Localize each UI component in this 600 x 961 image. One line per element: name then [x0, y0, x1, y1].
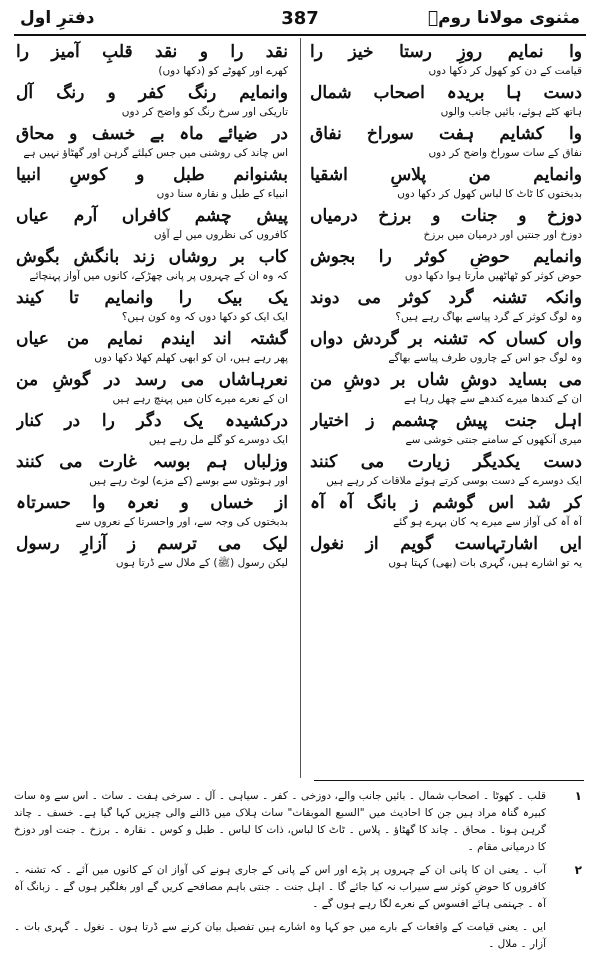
- verse-translation: اس چاند کی روشنی میں جس کیلئے گرہن اور گھٹاؤ نہیں ہے: [23, 147, 288, 159]
- verse-line: می بساید دوشِ شاں بر دوشِ من: [310, 370, 582, 390]
- verse-line: پیش چشم کافراں آرم عیاں: [16, 206, 288, 226]
- verse-line: وانمایم حوضِ کوثر را بجوش: [310, 247, 582, 267]
- verse-translation: قیامت کے دن کو کھول کر دکھا دوں: [428, 65, 582, 77]
- volume-title: دفترِ اول: [20, 8, 95, 28]
- verse-translation: وہ لوگ کوثر کے گرد پیاسے بھاگ رہے ہیں؟: [395, 311, 582, 323]
- verse-line: وانکہ تشنہ گرد کوثر می دوند: [310, 288, 582, 308]
- verse-line: واں کساں کہ تشنہ بر گردش دواں: [310, 329, 582, 349]
- page-header: [14, 6, 586, 36]
- verse-translation: ایک دوسرے کے دست بوسی کرتے ہوئے ملاقات کر رہے ہیں: [326, 475, 582, 487]
- verse-line: ایں اشارتہاست گویم از نغول: [310, 534, 582, 554]
- verse-translation: بدبختوں کا ٹاٹ کا لباس کھول کر دکھا دوں: [397, 188, 582, 200]
- book-title: مثنوی مولانا رومؒ: [427, 8, 580, 28]
- verse-translation: ایک ایک کو دکھا دوں کہ وہ کون ہیں؟: [121, 311, 288, 323]
- verse-translation: کھرے اور کھوٹے کو (دکھا دوں): [158, 65, 288, 77]
- verse-translation: ان کے کندھا میرے کندھے سے چھل رہا ہے: [404, 393, 582, 405]
- verse-translation: ان کے نعرے میرے کان میں پہنچ رہے ہیں: [112, 393, 288, 405]
- footnote: [14, 862, 586, 913]
- verse-translation: پھر رہے ہیں، ان کو ابھی کھلم کھلا دکھا دوں: [94, 352, 288, 364]
- verse-translation: اور ہونٹوں سے بوسے (کے مزے) لوٹ رہے ہیں: [89, 475, 288, 487]
- verse-translation: تاریکی اور سرخ رنگ کو واضح کر دوں: [121, 106, 288, 118]
- verse-line: دوزخ و جنات و برزخ درمیاں: [310, 206, 582, 226]
- verse-translation: حوض کوثر کو ٹھاٹھیں مارتا ہوا دکھا دوں: [404, 270, 582, 282]
- verse-translation: انبیاء کے طبل و نقارہ سنا دوں: [156, 188, 288, 200]
- verse-translation: ہاتھ کٹے ہوئے، بائیں جانب والوں: [440, 106, 582, 118]
- verse-line: کر شد اس گوشم ز بانگ آہ آہ: [310, 493, 582, 513]
- footnote-text: آب ۔ یعنی ان کا پانی ان کے چہروں پر پڑے اور اس کے پانی کے جاری ہونے کی آواز ان کے کانوں میں آئے ۔ کہ تشنہ ۔ کافروں کا حوضِ کوثر سے سیراب نہ کیا جائے گا ۔ اہل جنت ۔ جنتی باہم مصافحے کریں گے اور بغلگیر ہوں گے ۔ زبانگ آہ آہ ۔ جہنمی ہائے افسوس کے نعرے لگا رہے ہوں گے ۔: [14, 864, 546, 910]
- verse-line: وزلباں ہم بوسہ غارت می کنند: [16, 452, 288, 472]
- verse-translation: وہ لوگ جو اس کے چاروں طرف پیاسے بھاگے: [388, 352, 582, 364]
- verse-translation: ایک دوسرے کو گلے مل رہے ہیں: [148, 434, 288, 446]
- verse-translation: لیکن رسول (ﷺ) کے ملال سے ڈرتا ہوں: [115, 557, 288, 569]
- verse-line: نعرہاشاں می رسد در گوشِ من: [16, 370, 288, 390]
- verse-line: درکشیدہ یک دگر را در کنار: [16, 411, 288, 431]
- verse-line: دست ہا بریدہ اصحاب شمال: [310, 83, 582, 103]
- verse-translation: میری آنکھوں کے سامنے جنتی خوشی سے: [405, 434, 582, 446]
- verse-translation: آہ آہ کی آواز سے میرے یہ کان بہرے ہو گئے: [393, 516, 582, 528]
- footnote-number: ۱: [574, 789, 582, 803]
- verse-line: اہل جنت پیش چشمم ز اختیار: [310, 411, 582, 431]
- verse-translation: کافروں کی نظروں میں لے آؤں: [153, 229, 288, 241]
- footnote-text: قلب ۔ کھوٹا ۔ اصحاب شمال ۔ بائیں جانب والے، دوزخی ۔ کفر ۔ سیاہی ۔ آل ۔ سرخی ہفت ۔ سات ۔ اس سے وہ سات کبیرہ گناہ مراد ہیں جن کا احادیث میں "السبع الموبقات" سات ہلاک میں ڈالنے والی چیزیں کہا گیا ہے۔ خسف ۔ چاند گرہن ہونا ۔ محاق ۔ چاند کا گھٹاؤ ۔ پلاس ۔ ٹاٹ کا لباس، ذات کا لباس ۔ طبل و کوس ۔ نقارہ ۔ برزخ ۔ جنت اور دوزخ کا درمیانی مقام ۔: [14, 790, 546, 853]
- verse-line: در ضیائے ماہ بے خسف و محاق: [16, 124, 288, 144]
- right-verse-column: [310, 40, 582, 573]
- footnote-number: ۲: [574, 863, 582, 877]
- verse-line: کاب بر روشاں زند بانگش بگوش: [16, 247, 288, 267]
- verse-line: وانمایم من پلاسِ اشقیا: [310, 165, 582, 185]
- verse-line: یک بیک را وانمایم تا کیند: [16, 288, 288, 308]
- verse-translation: یہ تو اشارے ہیں، گہری بات (بھی) کہتا ہوں: [388, 557, 582, 569]
- verse-line: بشنوانم طبل و کوسِ انبیا: [16, 165, 288, 185]
- page-number: 387: [281, 8, 319, 29]
- left-verse-column: [16, 40, 288, 573]
- verse-translation: بدبختوں کی وجہ سے، اور واحسرتا کے نعروں سے: [75, 516, 288, 528]
- verse-translation: دوزخ اور جنتیں اور درمیان میں برزخ: [423, 229, 582, 241]
- verse-line: وانمایم رنگ کفر و رنگ آل: [16, 83, 288, 103]
- verse-line: لیک می ترسم ز آزارِ رسول: [16, 534, 288, 554]
- verse-line: وا کشایم ہفت سوراخ نفاق: [310, 124, 582, 144]
- verse-line: گشتہ اند ایندم نمایم من عیاں: [16, 329, 288, 349]
- verse-line: نقد را و نقد قلبِ آمیز را: [16, 42, 288, 62]
- footnote: [14, 788, 586, 856]
- verse-line: وا نمایم روزِ رستا خیز را: [310, 42, 582, 62]
- footnotes-section: [14, 788, 586, 959]
- footnote-divider: [314, 780, 584, 781]
- verse-line: دست یکدیگر زیارت می کنند: [310, 452, 582, 472]
- column-divider: [300, 38, 301, 778]
- footnote: [14, 919, 586, 953]
- verse-translation: کہ وہ ان کے چہروں پر پانی چھڑکے، کانوں میں آواز پہنچائے: [29, 270, 288, 282]
- footnote-text: ایں ۔ یعنی قیامت کے واقعات کے بارے میں جو کہا وہ اشارے ہیں تفصیل بیان کرنے سے ڈرتا ہوں ۔ نغول ۔ گہری بات ۔ آزار ۔ ملال ۔: [14, 921, 546, 950]
- header-divider: [14, 34, 586, 36]
- verse-translation: نفاق کے سات سوراخ واضح کر دوں: [428, 147, 582, 159]
- verse-line: از خساں و نعرہ وا حسرتاہ: [16, 493, 288, 513]
